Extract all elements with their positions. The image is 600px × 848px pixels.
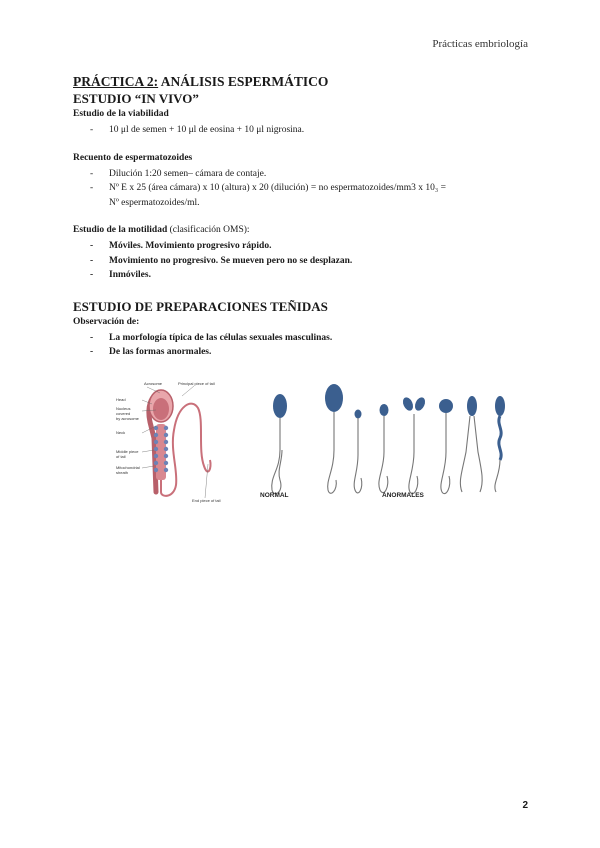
stained-heading: ESTUDIO DE PREPARACIONES TEÑIDAS <box>73 298 328 314</box>
practice-prefix: PRÁCTICA 2: <box>73 74 159 89</box>
label-nucleus: Nucleus <box>116 406 131 411</box>
label-middle-piece-2: of tail <box>116 454 126 459</box>
label-end-piece: End piece of tail <box>192 498 221 503</box>
abnormal-label: ANORMALES <box>382 492 424 499</box>
list-item: - Dilución 1:20 semen– cámara de contaje. <box>73 167 533 182</box>
running-header: Prácticas embriología <box>432 38 528 50</box>
practice-title <box>73 73 533 90</box>
label-mitochondrial-2: sheath <box>116 470 129 475</box>
sperm-anatomy-diagram <box>116 381 221 503</box>
label-middle-piece: Middle piece <box>116 449 139 454</box>
list-item-text-continued: Nº espermatozoides/ml. <box>109 197 200 208</box>
list-item: - Inmóviles. <box>73 268 533 283</box>
motility-heading-text: Estudio de la motilidad <box>73 225 168 235</box>
label-head: Head <box>116 397 126 402</box>
list-item: - Móviles. Movimiento progresivo rápido. <box>73 239 533 254</box>
count-list <box>73 167 533 211</box>
sperm-figure <box>112 380 530 505</box>
sperm-forms-diagram <box>260 384 505 499</box>
viability-heading: Estudio de la viabilidad <box>73 109 169 119</box>
label-principal-piece: Principal piece of tail <box>178 381 215 386</box>
practice-title-text: ANÁLISIS ESPERMÁTICO <box>158 74 329 89</box>
in-vivo-heading: ESTUDIO “IN VIVO” <box>73 91 199 106</box>
observation-list <box>73 331 533 360</box>
motility-list <box>73 239 533 283</box>
page-number: 2 <box>522 800 528 811</box>
label-neck: Neck <box>116 430 126 435</box>
document-body <box>73 73 533 360</box>
motility-heading-note: (clasificación OMS): <box>167 225 250 235</box>
label-mitochondrial: Mitochondrial <box>116 465 140 470</box>
list-item: - La morfología típica de las células sexuales masculinas. <box>73 331 533 346</box>
list-item: - De las formas anormales. <box>73 345 533 360</box>
list-item: - 10 μl de semen + 10 μl de eosina + 10 μl nigrosina. <box>73 123 533 138</box>
label-acrosome: Acrosome <box>144 381 163 386</box>
count-heading: Recuento de espermatozoides <box>73 152 193 163</box>
motility-heading <box>73 223 533 237</box>
viability-list <box>73 123 533 138</box>
list-item <box>73 181 533 210</box>
label-nucleus-3: by acrosome <box>116 416 139 421</box>
label-nucleus-2: covered <box>116 411 131 416</box>
normal-label: NORMAL <box>260 492 289 499</box>
list-item: - Movimiento no progresivo. Se mueven pero no se desplazan. <box>73 254 533 269</box>
sperm-figure-svg <box>112 380 530 505</box>
observation-heading: Observación de: <box>73 316 140 327</box>
list-item-text: Nº E x 25 (área cámara) x 10 (altura) x 20 (dilución) = no espermatozoides/mm3 x 10₃ = <box>109 183 446 193</box>
